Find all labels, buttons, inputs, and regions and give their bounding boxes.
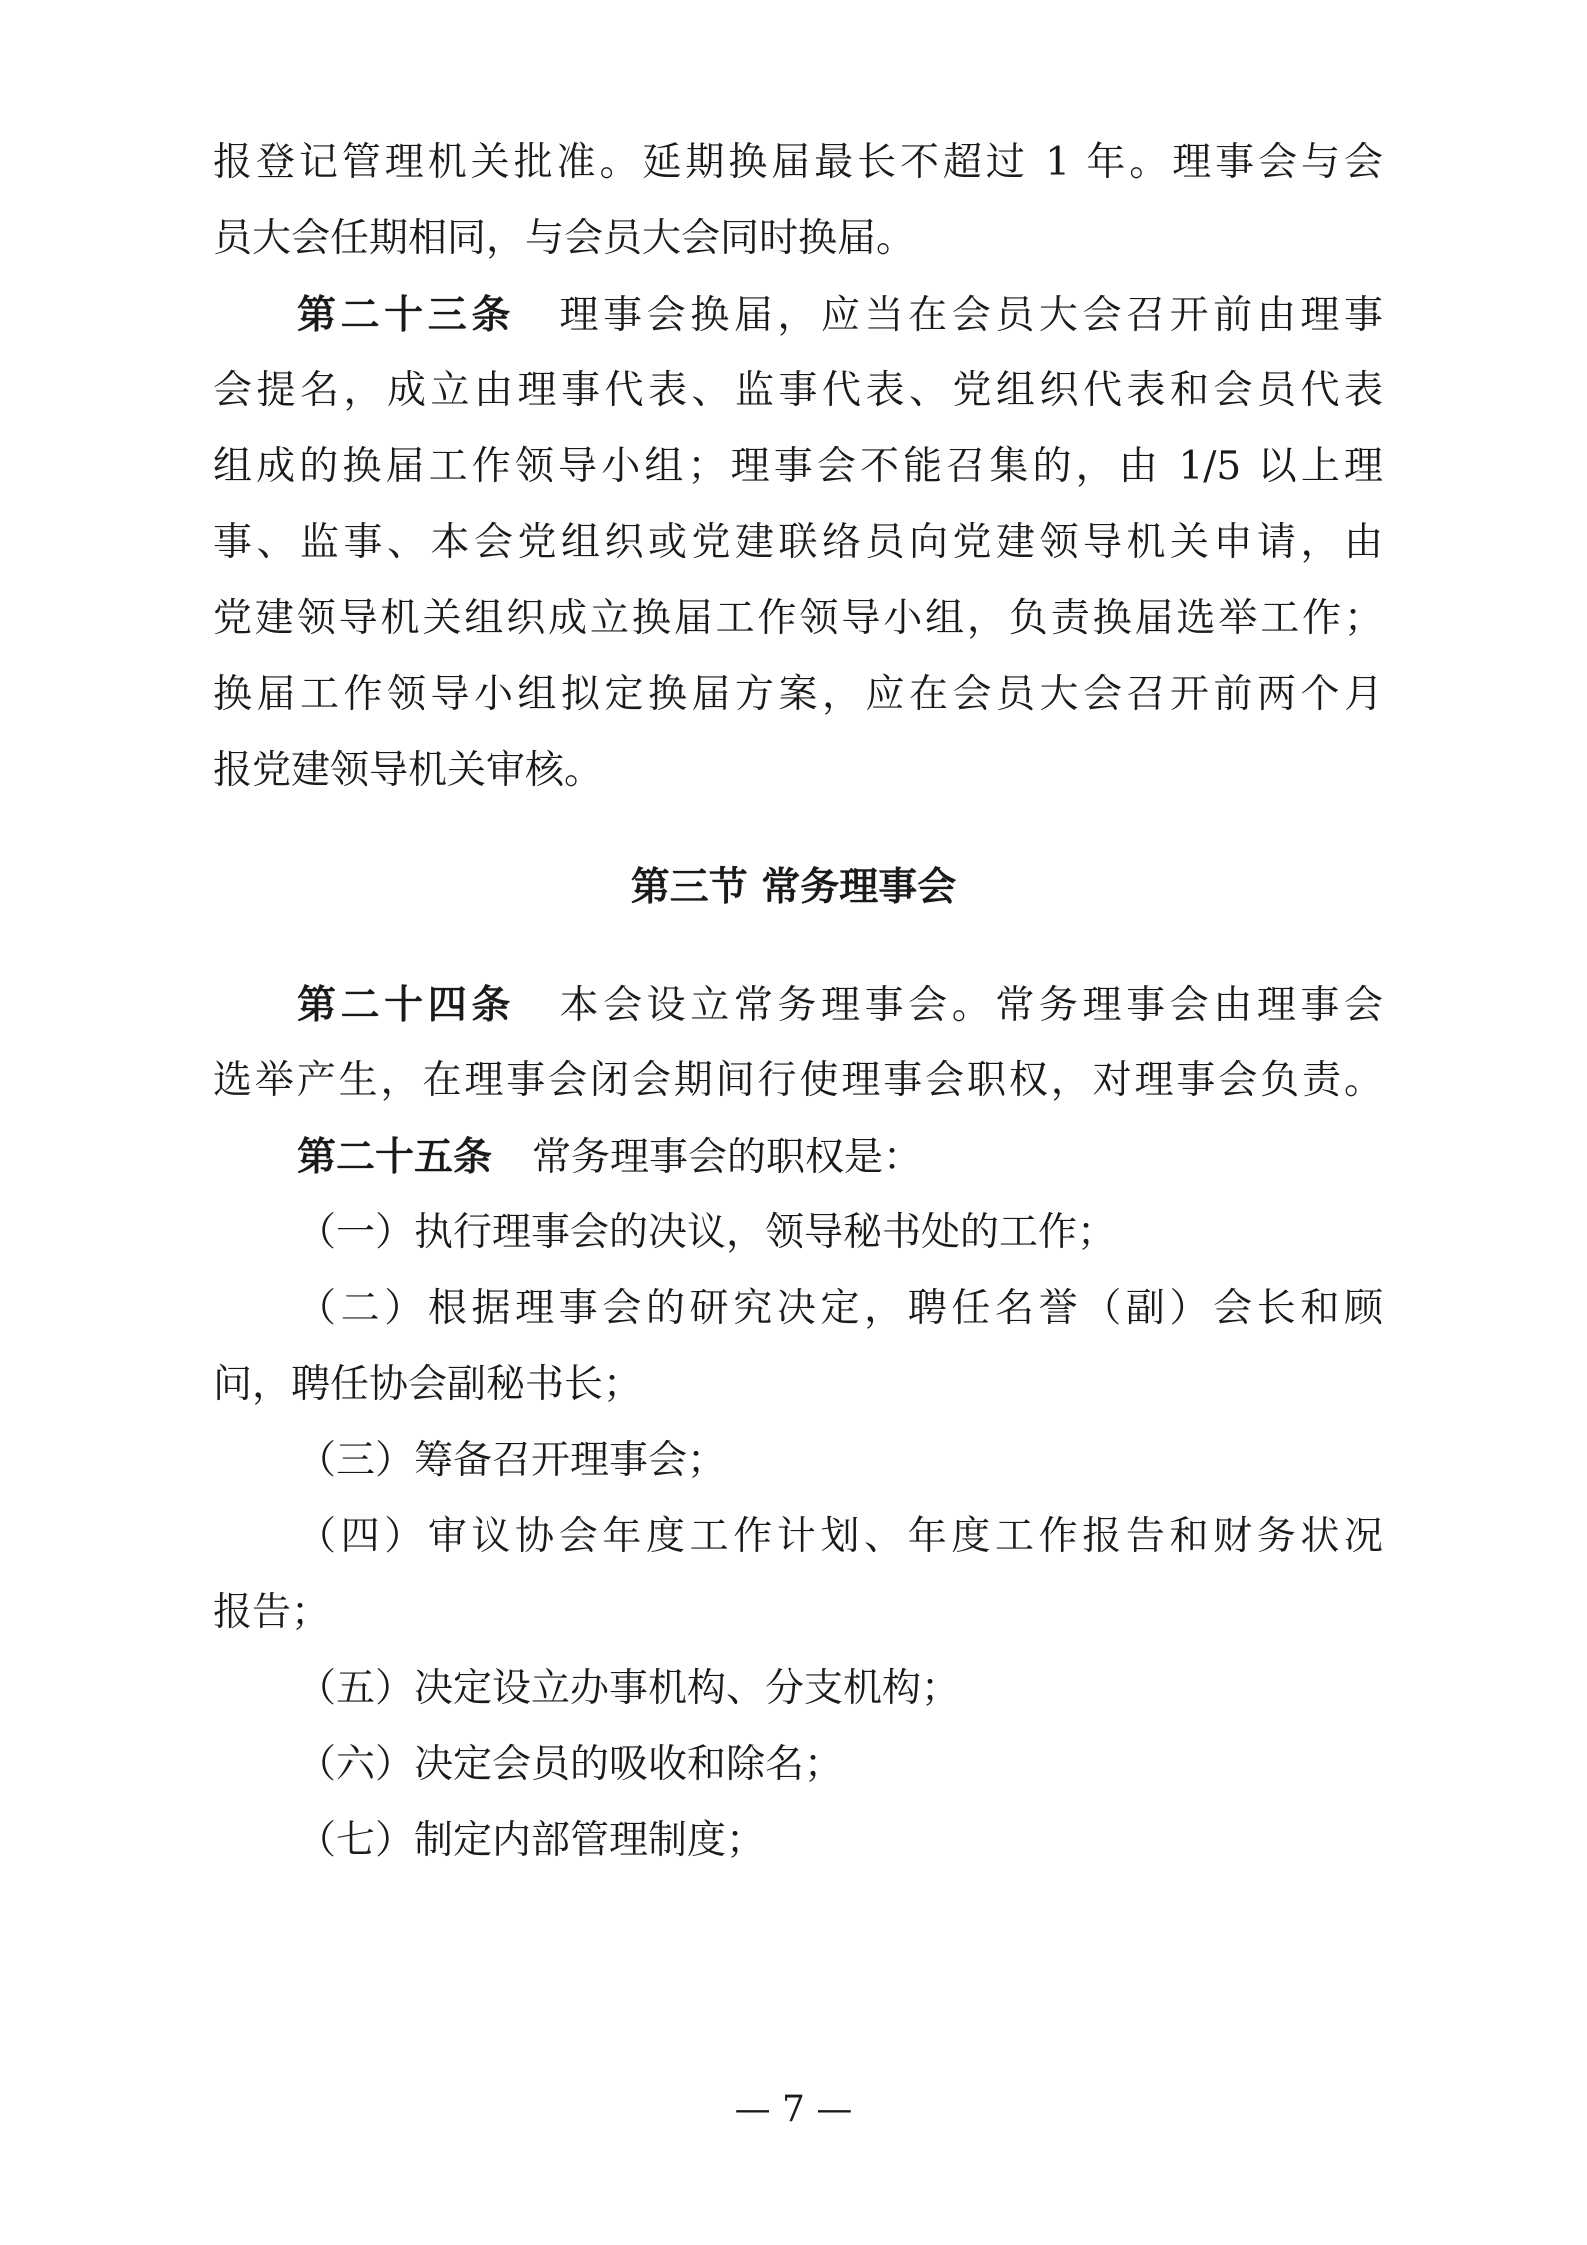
list-item: （一）执行理事会的决议，领导秘书处的工作； — [297, 1210, 1117, 1255]
list-item: （七）制定内部管理制度； — [297, 1818, 766, 1863]
article-label: 第二十五条 — [297, 1134, 493, 1180]
page-number: — 7 — — [734, 2089, 853, 2130]
paragraph-line: 组成的换届工作领导小组；理事会不能召集的，由 1/5 以上理 — [213, 444, 1383, 489]
paragraph-line: 党建领导机关组织成立换届工作领导小组，负责换届选举工作； — [213, 596, 1383, 641]
list-item: （六）决定会员的吸收和除名； — [297, 1742, 844, 1787]
section-heading: 第三节 常务理事会 — [630, 864, 957, 910]
list-item: （三）筹备召开理事会； — [297, 1438, 727, 1483]
paragraph-line: 事、监事、本会党组织或党建联络员向党建领导机关申请，由 — [213, 520, 1383, 565]
paragraph-line: 报党建领导机关审核。 — [213, 748, 604, 793]
article-text: 本会设立常务理事会。常务理事会由理事会 — [554, 983, 1383, 1028]
list-item: （四）审议协会年度工作计划、年度工作报告和财务状况 — [297, 1514, 1383, 1559]
paragraph-line: 换届工作领导小组拟定换届方案，应在会员大会召开前两个月 — [213, 672, 1383, 717]
list-item-continuation: 问，聘任协会副秘书长； — [213, 1362, 643, 1407]
list-item: （五）决定设立办事机构、分支机构； — [297, 1666, 961, 1711]
article-text: 常务理事会的职权是： — [532, 1135, 923, 1180]
article-label: 第二十四条 — [297, 982, 515, 1028]
article-label: 第二十三条 — [297, 292, 515, 338]
paragraph-line: 报登记管理机关批准。延期换届最长不超过 1 年。理事会与会 — [213, 140, 1383, 185]
list-item: （二）根据理事会的研究决定，聘任名誉（副）会长和顾 — [297, 1286, 1383, 1331]
paragraph-line: 员大会任期相同，与会员大会同时换届。 — [213, 216, 916, 261]
article-text: 理事会换届，应当在会员大会召开前由理事 — [554, 293, 1383, 338]
paragraph-line: 会提名，成立由理事代表、监事代表、党组织代表和会员代表 — [213, 368, 1383, 413]
article-23-first-line — [297, 285, 1383, 345]
list-item-continuation: 报告； — [213, 1590, 331, 1635]
paragraph-line: 选举产生，在理事会闭会期间行使理事会职权，对理事会负责。 — [213, 1058, 1383, 1103]
article-24-first-line — [297, 975, 1383, 1035]
article-25-first-line — [297, 1127, 1383, 1187]
